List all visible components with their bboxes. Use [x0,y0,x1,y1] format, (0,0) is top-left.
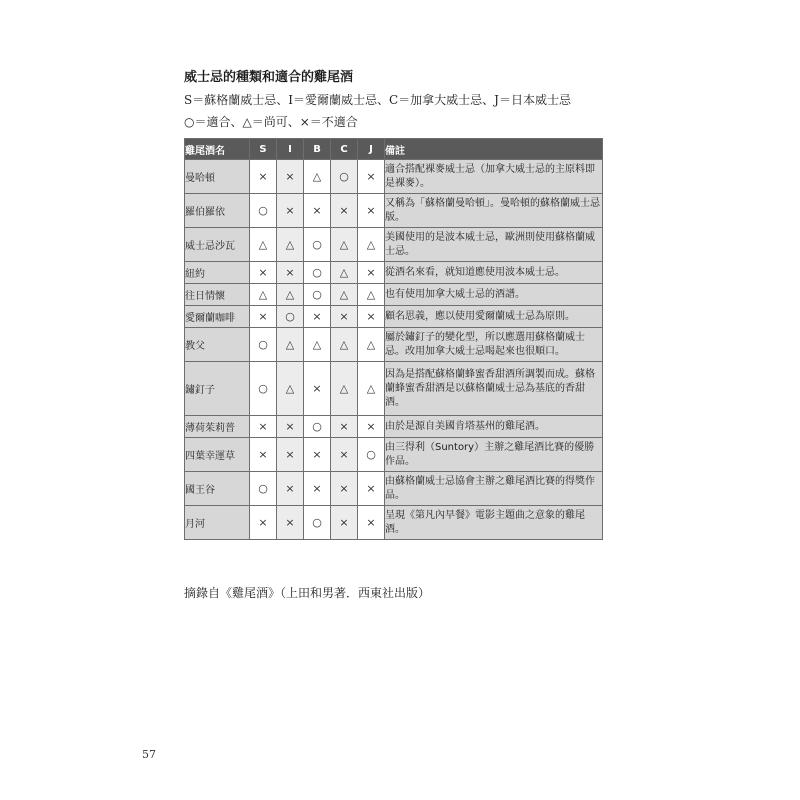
suitability-mark: △ [358,284,385,306]
suitability-mark: ○ [304,228,331,262]
cocktail-name: 威士忌沙瓦 [185,228,250,262]
suitability-mark: × [277,416,304,438]
suitability-mark: × [277,194,304,228]
table-row [185,506,603,540]
suitability-mark: ○ [358,438,385,472]
remark-cell: 顧名思義，應以使用愛爾蘭威士忌為原則。 [385,306,603,328]
cocktail-name: 四葉幸運草 [185,438,250,472]
remark-cell: 從酒名來看，就知道應使用波本威士忌。 [385,262,603,284]
suitability-mark: × [277,506,304,540]
header-s: S [250,139,277,160]
page-title: 威士忌的種類和適合的雞尾酒 [184,70,354,85]
remark-cell: 由三得利（Suntory）主辦之雞尾酒比賽的優勝作品。 [385,438,603,472]
table-row [185,160,603,194]
cocktail-name: 曼哈頓 [185,160,250,194]
remark-cell: 又稱為「蘇格蘭曼哈頓」。曼哈頓的蘇格蘭威士忌版。 [385,194,603,228]
suitability-mark: × [250,160,277,194]
table-header-row [185,139,603,160]
suitability-mark: × [250,506,277,540]
suitability-mark: × [331,194,358,228]
suitability-mark: × [277,472,304,506]
remark-cell: 適合搭配裸麥威士忌（加拿大威士忌的主原料即是裸麥）。 [385,160,603,194]
suitability-mark: × [304,194,331,228]
suitability-mark: × [358,416,385,438]
suitability-mark: × [358,194,385,228]
suitability-mark: × [250,416,277,438]
table-row [185,228,603,262]
suitability-mark: ○ [250,472,277,506]
suitability-mark: △ [331,362,358,416]
suitability-mark: × [250,438,277,472]
table-row [185,472,603,506]
suitability-mark: × [331,506,358,540]
header-i: I [277,139,304,160]
suitability-mark: △ [250,284,277,306]
table-row [185,306,603,328]
suitability-mark: × [358,306,385,328]
remark-cell: 呈現《第凡內早餐》電影主題曲之意象的雞尾酒。 [385,506,603,540]
cocktail-table [184,138,603,540]
suitability-mark: × [277,438,304,472]
suitability-mark: △ [277,284,304,306]
table-row [185,438,603,472]
table-row [185,284,603,306]
remark-cell: 也有使用加拿大威士忌的酒譜。 [385,284,603,306]
remark-cell: 由於是源自美國肯塔基州的雞尾酒。 [385,416,603,438]
suitability-mark: ○ [304,284,331,306]
suitability-mark: △ [358,362,385,416]
cocktail-name: 鏽釘子 [185,362,250,416]
remark-cell: 由蘇格蘭威士忌協會主辦之雞尾酒比賽的得獎作品。 [385,472,603,506]
suitability-mark: × [358,506,385,540]
suitability-mark: × [304,438,331,472]
remark-cell: 美國使用的是波本威士忌，歐洲則使用蘇格蘭威士忌。 [385,228,603,262]
suitability-mark: × [304,472,331,506]
suitability-mark: ○ [277,306,304,328]
header-cocktail-name: 雞尾酒名 [185,139,250,160]
suitability-mark: × [277,160,304,194]
suitability-mark: △ [304,160,331,194]
cocktail-name: 往日情懷 [185,284,250,306]
suitability-mark: ○ [304,262,331,284]
source-citation: 摘錄自《雞尾酒》（上田和男著．西東社出版） [184,586,431,600]
table-row [185,262,603,284]
cocktail-name: 愛爾蘭咖啡 [185,306,250,328]
suitability-mark: × [331,472,358,506]
header-b: B [304,139,331,160]
suitability-mark: ○ [331,160,358,194]
suitability-mark: × [331,438,358,472]
cocktail-name: 國王谷 [185,472,250,506]
remark-cell: 因為是搭配蘇格蘭蜂蜜香甜酒所調製而成。蘇格蘭蜂蜜香甜酒是以蘇格蘭威士忌為基底的香甜酒。 [385,362,603,416]
cocktail-name: 薄荷茱莉普 [185,416,250,438]
suitability-mark: △ [277,228,304,262]
page-number: 57 [142,748,156,761]
suitability-mark: △ [358,328,385,362]
suitability-mark: ○ [304,506,331,540]
suitability-mark: × [304,362,331,416]
suitability-mark: △ [331,228,358,262]
cocktail-name: 教父 [185,328,250,362]
remark-cell: 屬於鏽釘子的變化型，所以應選用蘇格蘭威士忌。改用加拿大威士忌喝起來也很順口。 [385,328,603,362]
suitability-mark: × [304,306,331,328]
suitability-mark: △ [331,262,358,284]
table-row [185,328,603,362]
legend-whisky-types: S＝蘇格蘭威士忌、I＝愛爾蘭威士忌、C＝加拿大威士忌、J＝日本威士忌 [184,93,571,107]
suitability-mark: × [331,416,358,438]
table-row [185,362,603,416]
table-row [185,416,603,438]
suitability-mark: × [250,262,277,284]
suitability-mark: × [331,306,358,328]
suitability-mark: △ [331,284,358,306]
suitability-mark: △ [331,328,358,362]
suitability-mark: △ [358,228,385,262]
suitability-mark: ○ [250,328,277,362]
suitability-mark: △ [277,362,304,416]
suitability-mark: × [277,262,304,284]
suitability-mark: × [250,306,277,328]
header-remarks: 備註 [385,139,603,160]
suitability-mark: ○ [304,416,331,438]
suitability-mark: △ [250,228,277,262]
suitability-mark: × [358,262,385,284]
cocktail-name: 羅伯羅依 [185,194,250,228]
suitability-mark: ○ [250,362,277,416]
header-c: C [331,139,358,160]
suitability-mark: ○ [250,194,277,228]
header-j: J [358,139,385,160]
suitability-mark: △ [304,328,331,362]
cocktail-name: 紐約 [185,262,250,284]
suitability-mark: × [358,472,385,506]
suitability-mark: × [358,160,385,194]
suitability-mark: △ [277,328,304,362]
cocktail-name: 月河 [185,506,250,540]
table-row [185,194,603,228]
legend-symbols: ○＝適合、△＝尚可、×＝不適合 [184,115,358,129]
